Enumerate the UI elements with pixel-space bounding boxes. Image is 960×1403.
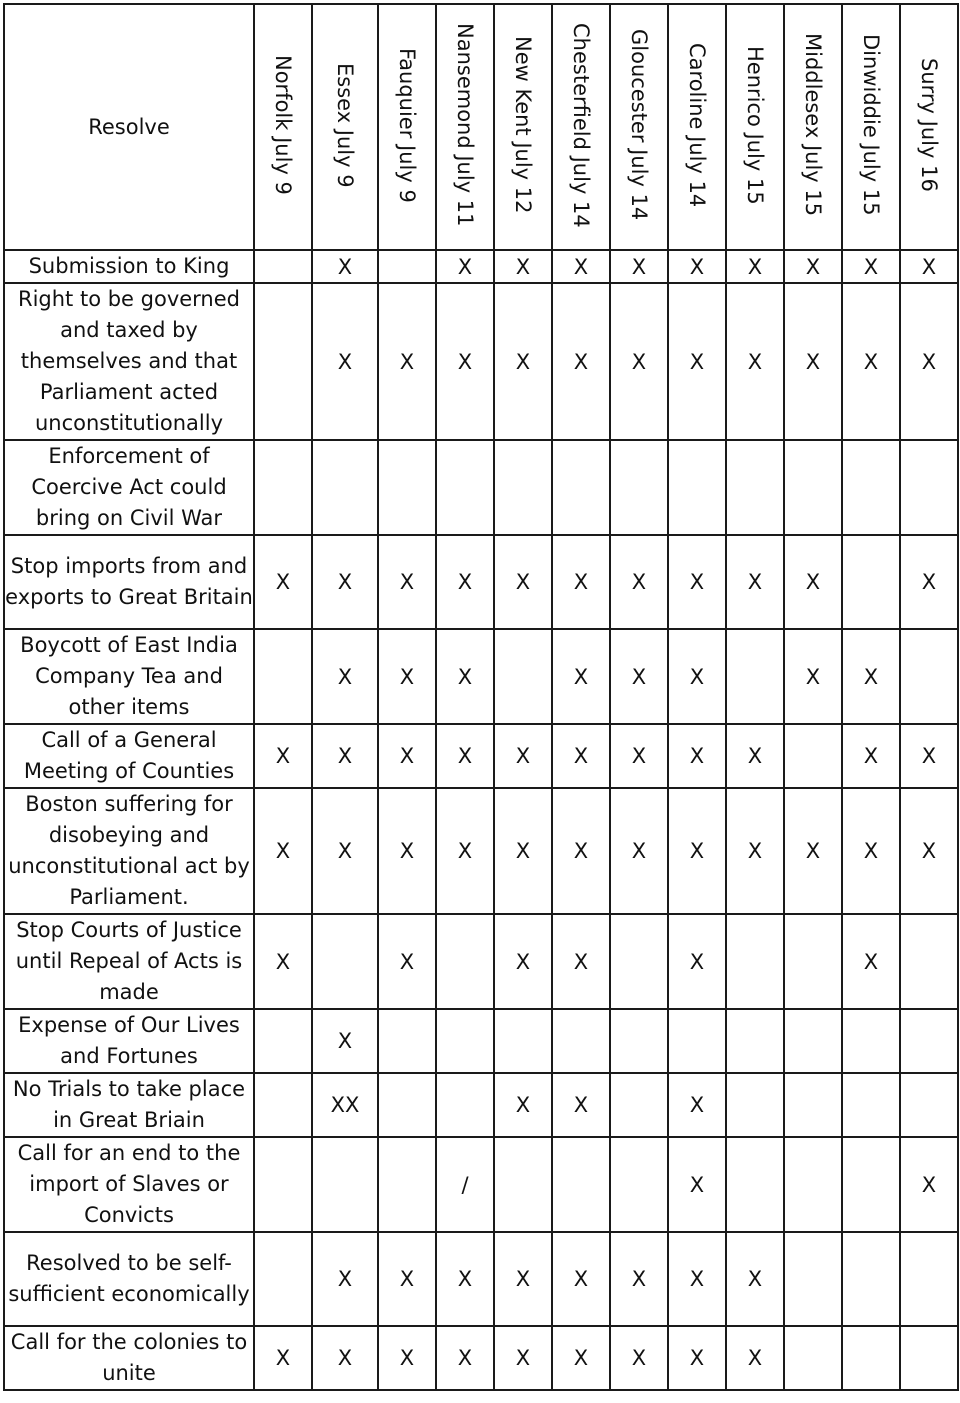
- mark-cell: X: [726, 283, 784, 440]
- mark-cell: X: [494, 283, 552, 440]
- resolve-cell: Right to be governed and taxed by themselves and that Parliament acted unconstitutionally: [4, 283, 254, 440]
- mark-cell: [784, 1009, 842, 1073]
- mark-cell: XX: [312, 1073, 378, 1137]
- table-row: [4, 724, 958, 788]
- mark-cell: X: [378, 535, 436, 629]
- county-header-label: Norfolk July 9: [271, 55, 295, 195]
- mark-cell: [842, 1137, 900, 1232]
- mark-cell: X: [784, 629, 842, 724]
- mark-cell: [900, 1009, 958, 1073]
- mark-cell: [494, 1009, 552, 1073]
- mark-cell: [726, 1137, 784, 1232]
- mark-cell: [254, 1232, 312, 1326]
- mark-cell: X: [378, 283, 436, 440]
- mark-cell: X: [494, 914, 552, 1009]
- resolve-cell: Submission to King: [4, 250, 254, 283]
- mark-cell: X: [610, 283, 668, 440]
- mark-cell: [254, 1137, 312, 1232]
- mark-cell: [378, 1137, 436, 1232]
- mark-cell: X: [436, 788, 494, 914]
- mark-cell: X: [254, 724, 312, 788]
- mark-cell: X: [726, 788, 784, 914]
- resolve-cell: Boycott of East India Company Tea and other items: [4, 629, 254, 724]
- mark-cell: X: [784, 535, 842, 629]
- mark-cell: [784, 914, 842, 1009]
- resolve-cell: Stop Courts of Justice until Repeal of Acts is made: [4, 914, 254, 1009]
- mark-cell: [726, 914, 784, 1009]
- mark-cell: X: [312, 1232, 378, 1326]
- mark-cell: [312, 1137, 378, 1232]
- mark-cell: [254, 440, 312, 535]
- mark-cell: [842, 1073, 900, 1137]
- mark-cell: X: [312, 788, 378, 914]
- county-header: [312, 4, 378, 250]
- county-header: [668, 4, 726, 250]
- mark-cell: X: [436, 629, 494, 724]
- mark-cell: X: [552, 1326, 610, 1390]
- mark-cell: X: [726, 250, 784, 283]
- mark-cell: [378, 1073, 436, 1137]
- mark-cell: [784, 1232, 842, 1326]
- mark-cell: [726, 629, 784, 724]
- table-row: [4, 1009, 958, 1073]
- table-row: [4, 1326, 958, 1390]
- mark-cell: X: [494, 1326, 552, 1390]
- mark-cell: X: [494, 1232, 552, 1326]
- mark-cell: [610, 440, 668, 535]
- mark-cell: X: [254, 788, 312, 914]
- mark-cell: X: [436, 250, 494, 283]
- county-header-label: Essex July 9: [333, 62, 357, 188]
- mark-cell: X: [254, 535, 312, 629]
- mark-cell: X: [312, 629, 378, 724]
- mark-cell: X: [378, 629, 436, 724]
- mark-cell: X: [668, 1073, 726, 1137]
- mark-cell: X: [726, 535, 784, 629]
- county-header: [842, 4, 900, 250]
- mark-cell: X: [552, 283, 610, 440]
- mark-cell: X: [900, 535, 958, 629]
- mark-cell: [254, 250, 312, 283]
- mark-cell: X: [312, 724, 378, 788]
- resolves-table: [3, 3, 959, 1391]
- mark-cell: X: [668, 1326, 726, 1390]
- mark-cell: X: [610, 629, 668, 724]
- mark-cell: X: [610, 788, 668, 914]
- mark-cell: X: [436, 535, 494, 629]
- county-header: [494, 4, 552, 250]
- mark-cell: X: [842, 914, 900, 1009]
- county-header-label: New Kent July 12: [511, 36, 535, 214]
- mark-cell: X: [668, 250, 726, 283]
- mark-cell: [378, 1009, 436, 1073]
- table-row: [4, 629, 958, 724]
- mark-cell: [610, 1073, 668, 1137]
- mark-cell: [436, 914, 494, 1009]
- mark-cell: [784, 1137, 842, 1232]
- table-row: [4, 788, 958, 914]
- county-header: [378, 4, 436, 250]
- mark-cell: X: [900, 788, 958, 914]
- mark-cell: X: [842, 283, 900, 440]
- mark-cell: X: [726, 1326, 784, 1390]
- mark-cell: X: [610, 724, 668, 788]
- mark-cell: X: [378, 724, 436, 788]
- mark-cell: [552, 1137, 610, 1232]
- county-header-label: Dinwiddie July 15: [859, 34, 883, 216]
- mark-cell: [436, 1073, 494, 1137]
- mark-cell: [842, 440, 900, 535]
- mark-cell: [494, 629, 552, 724]
- mark-cell: [610, 914, 668, 1009]
- mark-cell: [726, 440, 784, 535]
- mark-cell: X: [610, 1326, 668, 1390]
- mark-cell: X: [900, 250, 958, 283]
- mark-cell: [436, 1009, 494, 1073]
- mark-cell: [552, 1009, 610, 1073]
- mark-cell: X: [668, 629, 726, 724]
- mark-cell: [378, 440, 436, 535]
- county-header: [254, 4, 312, 250]
- mark-cell: [254, 1073, 312, 1137]
- county-header-label: Fauquier July 9: [395, 47, 419, 203]
- mark-cell: X: [610, 250, 668, 283]
- mark-cell: X: [668, 535, 726, 629]
- mark-cell: [784, 1073, 842, 1137]
- county-header: [784, 4, 842, 250]
- resolve-cell: Call for an end to the import of Slaves or Convicts: [4, 1137, 254, 1232]
- mark-cell: X: [726, 724, 784, 788]
- mark-cell: [900, 1326, 958, 1390]
- mark-cell: X: [900, 283, 958, 440]
- mark-cell: X: [312, 535, 378, 629]
- table-row: [4, 1073, 958, 1137]
- mark-cell: X: [254, 914, 312, 1009]
- resolve-cell: Expense of Our Lives and Fortunes: [4, 1009, 254, 1073]
- mark-cell: X: [494, 1073, 552, 1137]
- table-row: [4, 250, 958, 283]
- mark-cell: X: [900, 1137, 958, 1232]
- resolve-cell: Resolved to be self-sufficient economically: [4, 1232, 254, 1326]
- mark-cell: X: [552, 1232, 610, 1326]
- mark-cell: X: [668, 283, 726, 440]
- mark-cell: [784, 440, 842, 535]
- resolve-cell: Boston suffering for disobeying and unconstitutional act by Parliament.: [4, 788, 254, 914]
- resolve-cell: Stop imports from and exports to Great Britain: [4, 535, 254, 629]
- mark-cell: [842, 535, 900, 629]
- county-header: [552, 4, 610, 250]
- mark-cell: [494, 1137, 552, 1232]
- county-header: [610, 4, 668, 250]
- mark-cell: X: [900, 724, 958, 788]
- county-header-label: Middlesex July 15: [801, 33, 825, 217]
- mark-cell: X: [610, 1232, 668, 1326]
- mark-cell: X: [842, 724, 900, 788]
- header-row: [4, 4, 958, 250]
- mark-cell: [784, 1326, 842, 1390]
- mark-cell: X: [312, 1326, 378, 1390]
- mark-cell: X: [552, 250, 610, 283]
- mark-cell: [378, 250, 436, 283]
- mark-cell: [842, 1232, 900, 1326]
- county-header-label: Gloucester July 14: [627, 29, 651, 221]
- mark-cell: X: [312, 283, 378, 440]
- mark-cell: [312, 440, 378, 535]
- mark-cell: X: [494, 788, 552, 914]
- mark-cell: [900, 1073, 958, 1137]
- mark-cell: [900, 440, 958, 535]
- resolve-cell: No Trials to take place in Great Briain: [4, 1073, 254, 1137]
- mark-cell: [726, 1073, 784, 1137]
- resolve-cell: Call of a General Meeting of Counties: [4, 724, 254, 788]
- mark-cell: X: [726, 1232, 784, 1326]
- mark-cell: [254, 1009, 312, 1073]
- mark-cell: X: [552, 629, 610, 724]
- mark-cell: [726, 1009, 784, 1073]
- mark-cell: X: [842, 788, 900, 914]
- resolve-cell: Call for the colonies to unite: [4, 1326, 254, 1390]
- mark-cell: [312, 914, 378, 1009]
- mark-cell: X: [312, 250, 378, 283]
- mark-cell: [900, 629, 958, 724]
- county-header-label: Caroline July 14: [685, 42, 709, 208]
- mark-cell: X: [494, 250, 552, 283]
- mark-cell: X: [436, 724, 494, 788]
- table-row: [4, 1232, 958, 1326]
- mark-cell: X: [552, 535, 610, 629]
- mark-cell: [900, 1232, 958, 1326]
- mark-cell: X: [494, 724, 552, 788]
- table-row: [4, 440, 958, 535]
- table-row: [4, 914, 958, 1009]
- mark-cell: X: [254, 1326, 312, 1390]
- mark-cell: X: [784, 283, 842, 440]
- table-row: [4, 535, 958, 629]
- mark-cell: X: [436, 1232, 494, 1326]
- county-header-label: Nansemond July 11: [453, 23, 477, 227]
- county-header-label: Surry July 16: [917, 58, 941, 192]
- mark-cell: [900, 914, 958, 1009]
- mark-cell: X: [312, 1009, 378, 1073]
- mark-cell: X: [668, 914, 726, 1009]
- mark-cell: X: [668, 724, 726, 788]
- table-row: [4, 283, 958, 440]
- mark-cell: X: [668, 788, 726, 914]
- mark-cell: X: [668, 1232, 726, 1326]
- mark-cell: X: [436, 1326, 494, 1390]
- mark-cell: X: [436, 283, 494, 440]
- mark-cell: [784, 724, 842, 788]
- mark-cell: X: [610, 535, 668, 629]
- mark-cell: [610, 1009, 668, 1073]
- mark-cell: [668, 440, 726, 535]
- mark-cell: X: [552, 724, 610, 788]
- mark-cell: X: [378, 1232, 436, 1326]
- mark-cell: [494, 440, 552, 535]
- county-header: [900, 4, 958, 250]
- mark-cell: X: [784, 788, 842, 914]
- mark-cell: X: [494, 535, 552, 629]
- mark-cell: [610, 1137, 668, 1232]
- mark-cell: [668, 1009, 726, 1073]
- mark-cell: X: [842, 629, 900, 724]
- mark-cell: [842, 1326, 900, 1390]
- mark-cell: X: [378, 1326, 436, 1390]
- county-header-label: Henrico July 15: [743, 45, 767, 205]
- mark-cell: X: [668, 1137, 726, 1232]
- mark-cell: X: [552, 788, 610, 914]
- mark-cell: [254, 629, 312, 724]
- mark-cell: [254, 283, 312, 440]
- mark-cell: X: [378, 788, 436, 914]
- resolve-cell: Enforcement of Coercive Act could bring on Civil War: [4, 440, 254, 535]
- resolve-column-header: Resolve: [4, 4, 254, 250]
- table-row: [4, 1137, 958, 1232]
- mark-cell: X: [552, 1073, 610, 1137]
- mark-cell: [436, 440, 494, 535]
- mark-cell: X: [842, 250, 900, 283]
- mark-cell: X: [378, 914, 436, 1009]
- county-header: [436, 4, 494, 250]
- mark-cell: [842, 1009, 900, 1073]
- mark-cell: [552, 440, 610, 535]
- table-body: [4, 250, 958, 1390]
- county-header: [726, 4, 784, 250]
- mark-cell: X: [784, 250, 842, 283]
- mark-cell: X: [552, 914, 610, 1009]
- county-header-label: Chesterfield July 14: [569, 22, 593, 228]
- mark-cell: /: [436, 1137, 494, 1232]
